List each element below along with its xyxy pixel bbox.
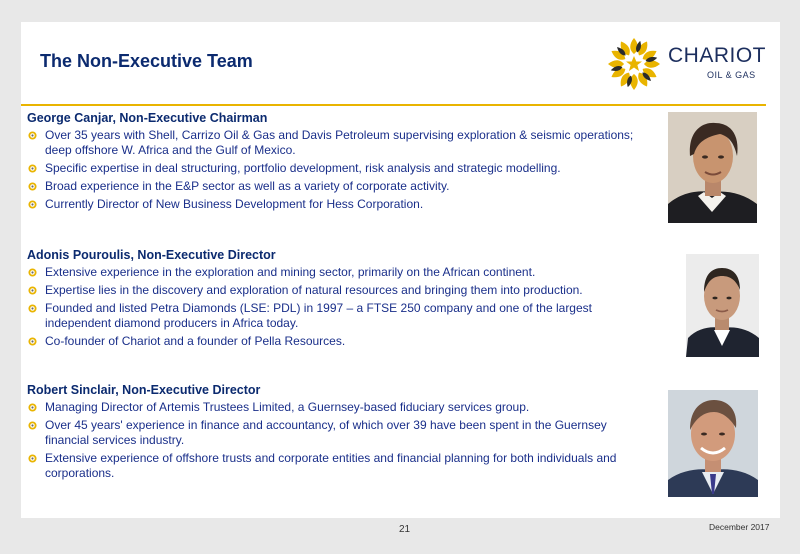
bullet-icon bbox=[28, 268, 37, 277]
list-item bbox=[27, 179, 647, 194]
portrait-photo-sinclair bbox=[668, 390, 758, 497]
list-item bbox=[27, 400, 647, 415]
chariot-sun-icon bbox=[606, 36, 662, 92]
bullet-icon bbox=[28, 304, 37, 313]
bullet-text: Founded and listed Petra Diamonds (LSE: PDL) in 1997 – a FTSE 250 company and one of the largest independent diamond producers in Africa today. bbox=[45, 301, 592, 330]
member-section-canjar bbox=[27, 111, 647, 215]
page-title: The Non-Executive Team bbox=[40, 51, 253, 71]
list-item bbox=[27, 301, 647, 331]
portrait-sinclair-image bbox=[668, 390, 758, 497]
bullet-icon bbox=[28, 286, 37, 295]
bullet-icon bbox=[28, 454, 37, 463]
member-points bbox=[27, 400, 647, 481]
slide bbox=[21, 22, 780, 535]
member-section-sinclair bbox=[27, 383, 647, 484]
footer-date: December 2017 bbox=[709, 522, 770, 532]
list-item bbox=[27, 128, 647, 158]
bullet-text: Broad experience in the E&P sector as well as a variety of corporate activity. bbox=[45, 179, 450, 193]
bullet-text: Expertise lies in the discovery and exploration of natural resources and bringing them into production. bbox=[45, 283, 583, 297]
company-logo bbox=[606, 36, 776, 96]
bullet-icon bbox=[28, 164, 37, 173]
list-item bbox=[27, 283, 647, 298]
member-heading: Robert Sinclair, Non-Executive Director bbox=[27, 383, 261, 397]
bullet-text: Extensive experience of offshore trusts and corporate entities and financial planning for both individuals and corporations. bbox=[45, 451, 617, 480]
portrait-pouroulis-image bbox=[686, 254, 759, 357]
list-item bbox=[27, 161, 647, 176]
list-item bbox=[27, 197, 647, 212]
member-section-pouroulis bbox=[27, 248, 647, 352]
member-heading: Adonis Pouroulis, Non-Executive Director bbox=[27, 248, 276, 262]
list-item bbox=[27, 451, 647, 481]
member-heading: George Canjar, Non-Executive Chairman bbox=[27, 111, 268, 125]
member-points bbox=[27, 128, 647, 212]
bullet-icon bbox=[28, 131, 37, 140]
bullet-text: Over 35 years with Shell, Carrizo Oil & Gas and Davis Petroleum supervising exploration & seismic operations; deep offshore W. Africa and the Gulf of Mexico. bbox=[45, 128, 634, 157]
bullet-icon bbox=[28, 200, 37, 209]
bullet-icon bbox=[28, 337, 37, 346]
bullet-icon bbox=[28, 182, 37, 191]
bullet-text: Managing Director of Artemis Trustees Limited, a Guernsey-based fiduciary services group. bbox=[45, 400, 530, 414]
bullet-icon bbox=[28, 403, 37, 412]
bullet-text: Specific expertise in deal structuring, portfolio development, risk analysis and strategic modelling. bbox=[45, 161, 561, 175]
bullet-icon bbox=[28, 421, 37, 430]
portrait-photo-pouroulis bbox=[686, 254, 759, 357]
list-item bbox=[27, 265, 647, 280]
bullet-text: Over 45 years' experience in finance and accountancy, of which over 39 have been spent in the Guernsey financial services industry. bbox=[45, 418, 607, 447]
title-divider bbox=[21, 104, 766, 106]
bullet-text: Co-founder of Chariot and a founder of Pella Resources. bbox=[45, 334, 346, 348]
logo-name: CHARIOT bbox=[668, 44, 766, 67]
page-number: 21 bbox=[399, 524, 411, 535]
logo-tagline: OIL & GAS bbox=[707, 70, 756, 80]
portrait-photo-canjar bbox=[668, 112, 757, 223]
portrait-canjar-image bbox=[668, 112, 757, 223]
list-item bbox=[27, 334, 647, 349]
member-points bbox=[27, 265, 647, 349]
bullet-text: Currently Director of New Business Development for Hess Corporation. bbox=[45, 197, 424, 211]
list-item bbox=[27, 418, 647, 448]
bullet-text: Extensive experience in the exploration and mining sector, primarily on the African continent. bbox=[45, 265, 536, 279]
